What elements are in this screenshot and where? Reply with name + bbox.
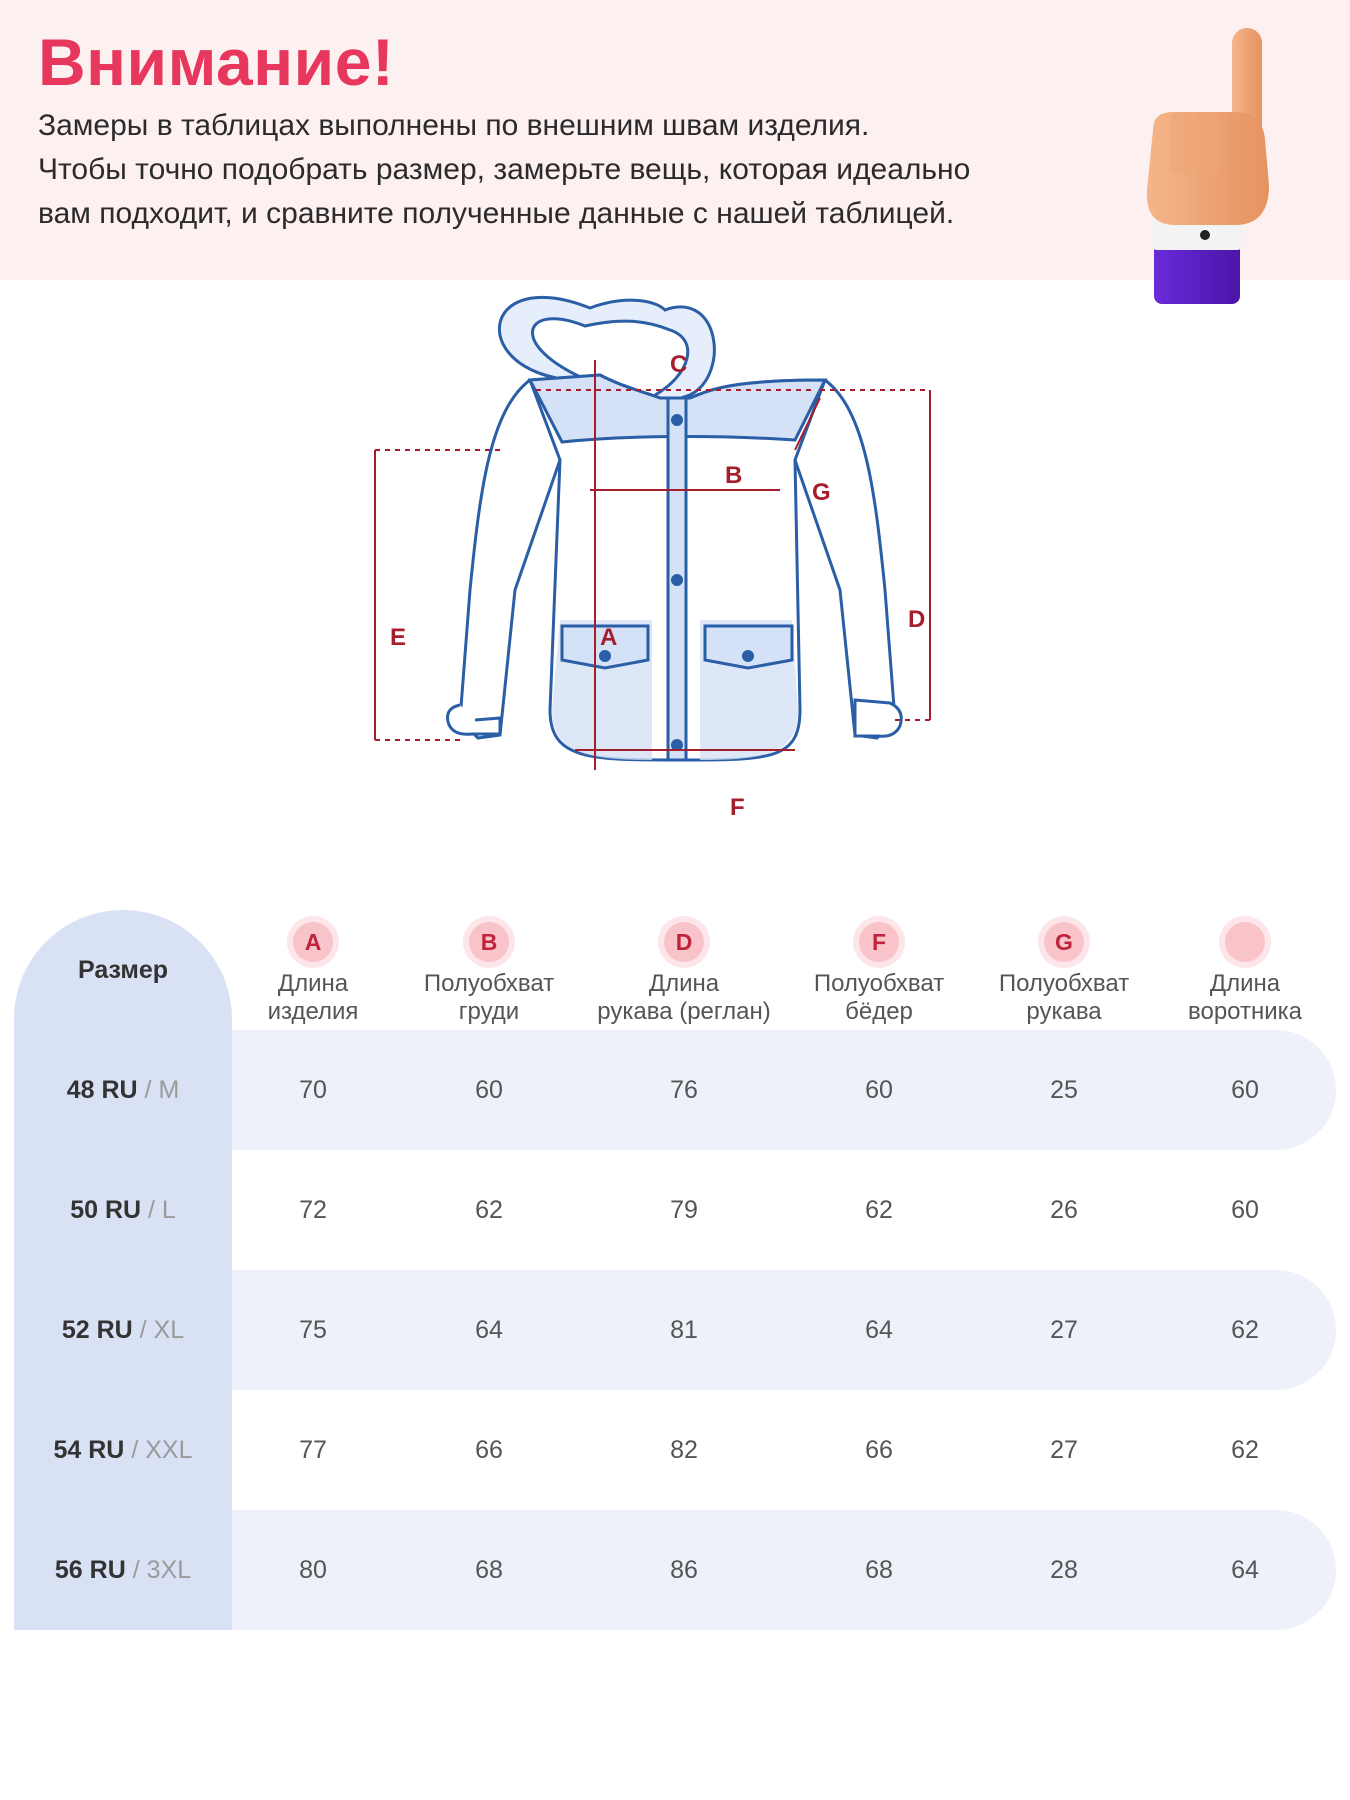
table-cell: 27 — [1050, 1435, 1078, 1464]
table-row — [14, 1270, 1334, 1390]
table-cell: 64 — [1231, 1555, 1259, 1584]
table-cell: 68 — [865, 1555, 893, 1584]
measure-label: F — [730, 794, 745, 821]
warning-banner — [0, 0, 1350, 280]
table-cell: 76 — [670, 1075, 698, 1104]
table-cell: 72 — [299, 1195, 327, 1224]
table-row — [14, 1390, 1334, 1510]
column-header-sleeve-width: G Полуобхват рукава — [969, 922, 1159, 1026]
measure-label: E — [390, 624, 407, 651]
table-cell: 62 — [1231, 1315, 1259, 1344]
right-cuff — [855, 700, 901, 736]
table-cell: 27 — [1050, 1315, 1078, 1344]
measure-label: A — [600, 624, 618, 651]
table-cell: 25 — [1050, 1075, 1078, 1104]
column-header-sleeve: D Длина рукава (реглан) — [589, 922, 779, 1026]
table-cell: 68 — [475, 1555, 503, 1584]
column-header-length: A Длина изделия — [218, 922, 408, 1026]
table-cell: 79 — [670, 1195, 698, 1224]
measure-label: C — [670, 351, 688, 378]
table-cell: 62 — [475, 1195, 503, 1224]
table-cell: 64 — [475, 1315, 503, 1344]
table-cell: 60 — [865, 1075, 893, 1104]
column-header-collar: Длина воротника — [1150, 922, 1340, 1026]
table-cell: 86 — [670, 1555, 698, 1584]
table-cell: 60 — [475, 1075, 503, 1104]
warning-text — [38, 104, 1038, 236]
size-label: 50 RU / L — [70, 1195, 176, 1224]
button — [671, 574, 683, 586]
table-cell: 64 — [865, 1315, 893, 1344]
warning-line: вам подходит, и сравните полученные данные с нашей таблицей. — [38, 197, 955, 230]
table-cell: 60 — [1231, 1075, 1259, 1104]
table-cell: 70 — [299, 1075, 327, 1104]
table-row — [14, 1510, 1334, 1630]
table-row — [14, 1150, 1334, 1270]
table-cell: 77 — [299, 1435, 327, 1464]
jacket-diagram — [390, 290, 960, 880]
warning-line: Замеры в таблицах выполнены по внешним швам изделия. — [38, 109, 870, 142]
table-cell: 80 — [299, 1555, 327, 1584]
table-cell: 81 — [670, 1315, 698, 1344]
column-header-hips: F Полуобхват бёдер — [784, 922, 974, 1026]
warning-line: Чтобы точно подобрать размер, замерьте вещь, которая идеально — [38, 153, 971, 186]
table-cell: 62 — [865, 1195, 893, 1224]
badge-a: A — [293, 922, 333, 962]
table-cell: 82 — [670, 1435, 698, 1464]
size-label: 56 RU / 3XL — [54, 1555, 192, 1584]
size-label: 48 RU / M — [66, 1075, 180, 1104]
right-sleeve — [795, 380, 895, 738]
table-cell: 28 — [1050, 1555, 1078, 1584]
table-cell: 75 — [299, 1315, 327, 1344]
measure-label: B — [725, 462, 743, 489]
pointing-finger-icon — [1135, 20, 1285, 310]
table-cell: 62 — [1231, 1435, 1259, 1464]
badge-d: D — [664, 922, 704, 962]
badge-g: G — [1044, 922, 1084, 962]
table-cell: 26 — [1050, 1195, 1078, 1224]
table-cell: 66 — [865, 1435, 893, 1464]
size-header: Размер — [77, 956, 169, 984]
column-header-chest: B Полуобхват груди — [394, 922, 584, 1026]
size-label: 52 RU / XL — [61, 1315, 185, 1344]
badge-b: B — [469, 922, 509, 962]
measure-label: G — [812, 479, 831, 506]
badge-f: F — [859, 922, 899, 962]
size-label: 54 RU / XXL — [53, 1435, 193, 1464]
table-cell: 60 — [1231, 1195, 1259, 1224]
warning-title: Внимание! — [38, 25, 395, 99]
table-row — [14, 1030, 1334, 1150]
badge-empty — [1225, 922, 1265, 962]
button — [671, 414, 683, 426]
left-sleeve — [460, 380, 560, 738]
measure-label: D — [908, 606, 926, 633]
table-cell: 66 — [475, 1435, 503, 1464]
